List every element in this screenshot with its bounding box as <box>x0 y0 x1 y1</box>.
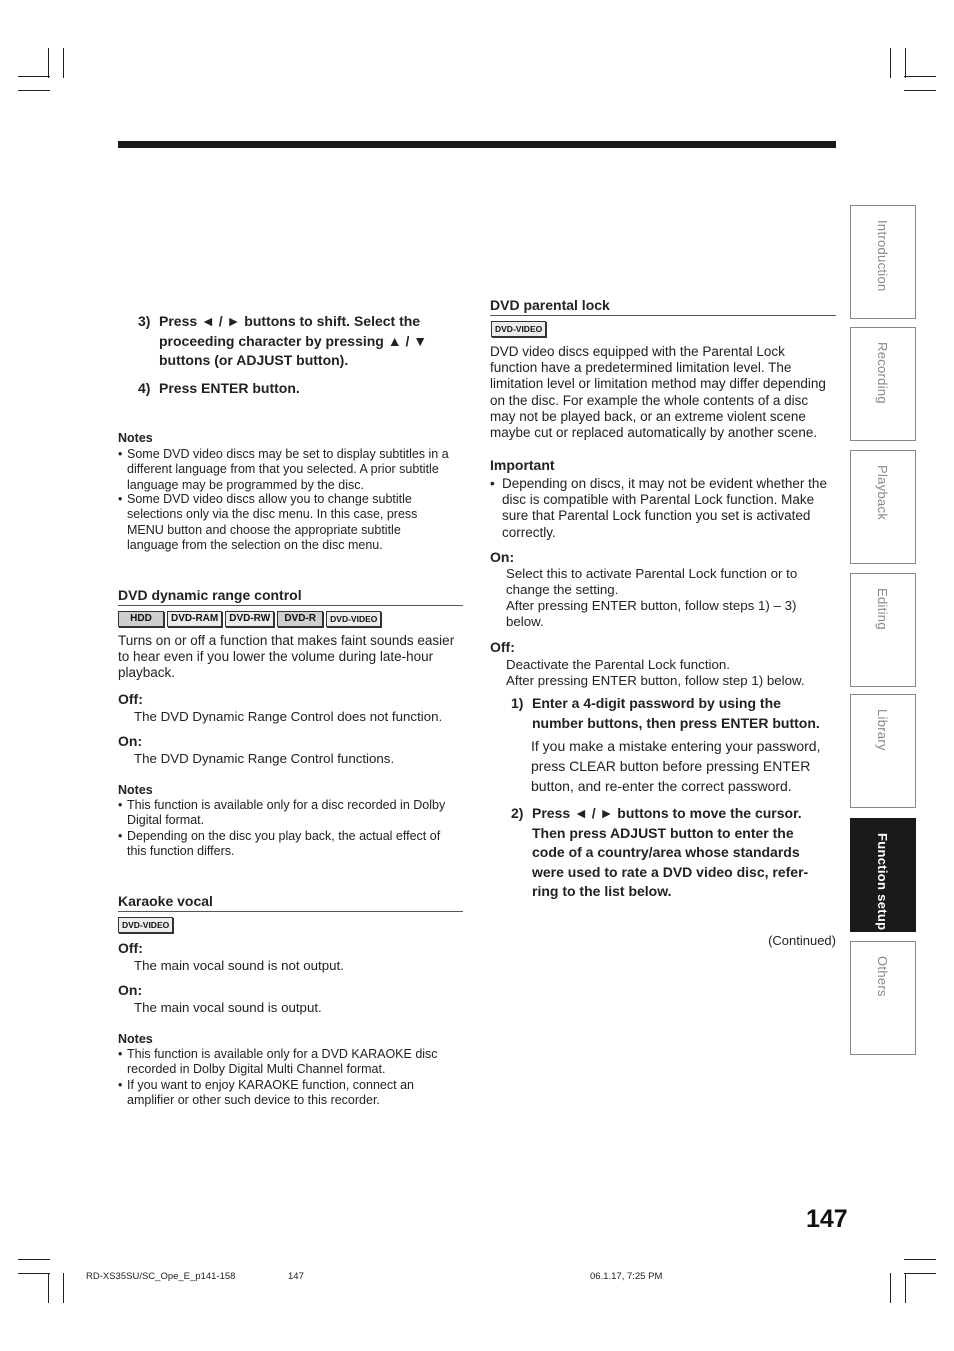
note-line: Some DVD video discs may be set to display subtitles in a <box>127 447 449 461</box>
crop-mark <box>18 1273 50 1274</box>
text-line: Depending on discs, it may not be evident whether the <box>502 476 827 491</box>
option-label-on: On: <box>118 982 143 998</box>
step-line: Press ◄ / ► buttons to move the cursor. <box>532 805 802 821</box>
disc-badges <box>118 917 173 933</box>
crop-mark <box>890 48 891 78</box>
step-line: Then press ADJUST button to enter the <box>532 824 794 841</box>
note-line: Digital format. <box>127 813 205 828</box>
dynamic-range-description <box>118 633 468 682</box>
note-line: Some DVD video discs allow you to change subtitle <box>127 492 412 506</box>
option-label-off: Off: <box>118 691 143 707</box>
tab-label: Introduction <box>875 220 890 292</box>
crop-mark <box>18 76 50 77</box>
crop-mark <box>48 48 49 78</box>
disc-badge: DVD-R <box>277 611 323 627</box>
disc-badges <box>118 611 381 627</box>
note-line: This function is available only for a disc recorded in Dolby <box>127 798 446 812</box>
tab-library[interactable] <box>850 694 916 808</box>
step-number: 2) <box>511 805 524 821</box>
tab-label: Editing <box>875 588 890 630</box>
text-line: If you make a mistake entering your password, <box>531 738 821 754</box>
text-line: Select this to activate Parental Lock function or to <box>506 566 798 581</box>
continued-label: (Continued) <box>768 933 836 948</box>
crop-mark <box>904 1273 936 1274</box>
note-line: MENU button and choose the appropriate subtitle <box>127 522 401 537</box>
tab-recording[interactable] <box>850 327 916 441</box>
crop-mark <box>904 76 936 77</box>
tab-others[interactable] <box>850 941 916 1055</box>
step-line: were used to rate a DVD video disc, refer- <box>532 863 809 880</box>
crop-mark <box>905 1273 906 1303</box>
option-text-off: The main vocal sound is not output. <box>134 958 344 973</box>
text-line: playback. <box>118 665 176 681</box>
option-text-off: The DVD Dynamic Range Control does not function. <box>134 709 443 724</box>
option-text-on <box>506 566 836 630</box>
header-rule <box>118 141 836 148</box>
step-line: buttons (or ADJUST button). <box>159 352 349 368</box>
step-number: 3) <box>138 313 151 329</box>
tab-label: Library <box>875 709 890 751</box>
parental-description <box>490 344 836 441</box>
disc-badge: DVD-VIDEO <box>491 321 546 337</box>
step-line: Press ◄ / ► buttons to shift. Select the <box>159 313 421 329</box>
crop-mark <box>63 1273 64 1303</box>
footer-page: 147 <box>288 1271 304 1282</box>
option-label-off: Off: <box>118 940 143 956</box>
crop-mark <box>890 1273 891 1303</box>
crop-mark <box>18 1259 50 1260</box>
text-line: to hear even if you lower the volume during late-hour <box>118 649 434 665</box>
crop-mark <box>905 48 906 78</box>
tab-label: Playback <box>875 465 890 521</box>
tab-editing[interactable] <box>850 573 916 687</box>
text-line: After pressing ENTER button, follow steps 1) – 3) <box>506 598 797 613</box>
text-line: correctly. <box>502 524 556 540</box>
notes-heading: Notes <box>118 1032 153 1046</box>
step-line: code of a country/area whose standards <box>532 844 800 860</box>
tab-label: Recording <box>875 342 890 404</box>
step-number: 1) <box>511 695 524 711</box>
text-line: change the setting. <box>506 582 619 597</box>
text-line: DVD video discs equipped with the Parental Lock <box>490 344 785 359</box>
disc-badge: DVD-RAM <box>167 611 222 627</box>
footer-date: 06.1.17, 7:25 PM <box>590 1271 663 1282</box>
notes-heading: Notes <box>118 783 153 797</box>
tab-label: Others <box>875 956 890 997</box>
note-line: different language from that you selected. A prior subtitle <box>127 462 439 477</box>
disc-badges <box>491 321 546 337</box>
disc-badge: DVD-VIDEO <box>326 611 381 627</box>
section-heading-karaoke: Karaoke vocal <box>118 893 463 912</box>
disc-badge: DVD-VIDEO <box>118 917 173 933</box>
note-line: recorded in Dolby Digital Multi Channel format. <box>127 1062 386 1077</box>
footer-file: RD-XS35SU/SC_Ope_E_p141-158 <box>86 1271 236 1282</box>
tab-label: Function setup <box>875 833 890 931</box>
note-line: selections only via the disc menu. In this case, press <box>127 507 418 522</box>
note-line: If you want to enjoy KARAOKE function, connect an <box>127 1078 414 1092</box>
option-text-on: The DVD Dynamic Range Control functions. <box>134 751 395 766</box>
parental-step-1-note <box>531 737 836 796</box>
option-text-on: The main vocal sound is output. <box>134 1000 322 1015</box>
text-line: may not be played back, or an extreme violent scene <box>490 408 806 424</box>
option-label-off: Off: <box>490 639 515 655</box>
crop-mark <box>63 48 64 78</box>
text-line: press CLEAR button before pressing ENTER <box>531 757 811 774</box>
crop-mark <box>18 90 50 91</box>
page-number: 147 <box>806 1205 848 1233</box>
text-line: sure that Parental Lock function you set is activated <box>502 508 811 524</box>
tab-playback[interactable] <box>850 450 916 564</box>
text-line: limitation level or limitation method may differ depending <box>490 376 826 392</box>
text-line: below. <box>506 614 544 629</box>
crop-mark <box>904 1259 936 1260</box>
text-line: maybe cut or replaced automatically by another scene. <box>490 425 818 441</box>
text-line: Deactivate the Parental Lock function. <box>506 657 730 672</box>
disc-badge: DVD-RW <box>225 611 274 627</box>
note-line: This function is available only for a DVD KARAOKE disc <box>127 1047 438 1061</box>
text-line: button, and re-enter the correct password. <box>531 777 792 794</box>
note-line: this function differs. <box>127 844 235 859</box>
note-line: amplifier or other such device to this recorder. <box>127 1093 380 1108</box>
text-line: function have a predetermined limitation level. The <box>490 360 792 376</box>
section-heading-dynamic-range: DVD dynamic range control <box>118 587 463 606</box>
step-line: ring to the list below. <box>532 883 672 899</box>
note-line: Depending on the disc you play back, the actual effect of <box>127 829 441 843</box>
note-line: language may be programmed by the disc. <box>127 477 364 492</box>
text-line: on the disc. For example the whole contents of a disc <box>490 392 809 408</box>
option-label-on: On: <box>490 549 515 565</box>
disc-badge: HDD <box>118 611 164 627</box>
important-label: Important <box>490 457 555 473</box>
crop-mark <box>48 1273 49 1303</box>
bullet-dot: • <box>490 476 495 491</box>
option-label-on: On: <box>118 733 143 749</box>
crop-mark <box>904 90 936 91</box>
note-line: language from the selection on the disc menu. <box>127 538 383 553</box>
step-line: Press ENTER button. <box>159 380 300 396</box>
tab-introduction[interactable] <box>850 205 916 319</box>
text-line: disc is compatible with Parental Lock function. Make <box>502 492 815 508</box>
tab-function-setup[interactable] <box>850 818 916 932</box>
section-heading-parental-lock: DVD parental lock <box>490 297 836 316</box>
notes-heading: Notes <box>118 431 153 445</box>
text-line: Turns on or off a function that makes faint sounds easier <box>118 633 455 648</box>
step-line: number buttons, then press ENTER button. <box>532 714 820 731</box>
text-line: After pressing ENTER button, follow step 1) below. <box>506 673 805 688</box>
step-number: 4) <box>138 380 151 396</box>
option-text-off <box>506 657 836 689</box>
step-line: Enter a 4-digit password by using the <box>532 695 781 711</box>
step-line: proceeding character by pressing ▲ / ▼ <box>159 332 428 349</box>
